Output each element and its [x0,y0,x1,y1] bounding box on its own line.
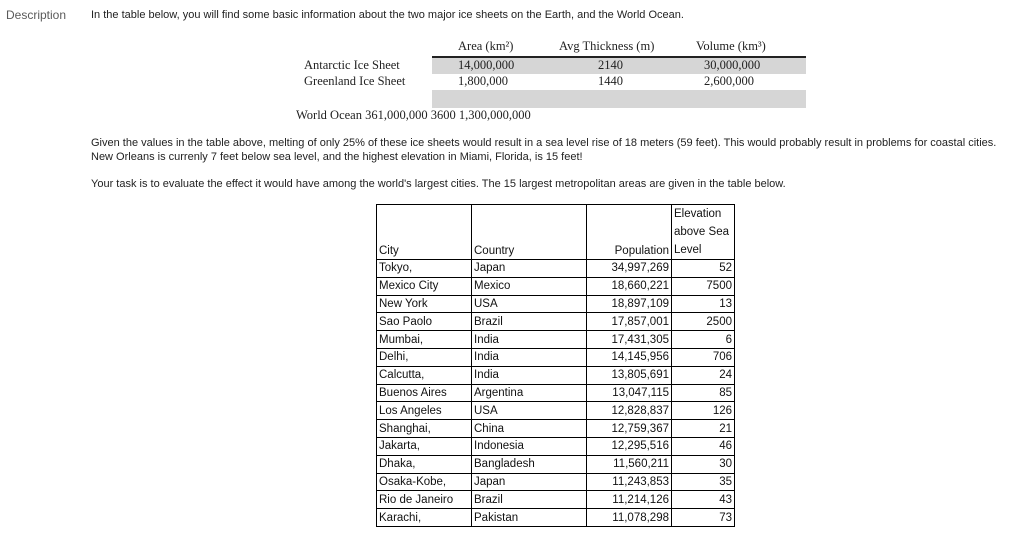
city-cell: Los Angeles [377,402,472,420]
city-cell: Delhi, [377,348,472,366]
elevation-cell: 2500 [672,313,735,331]
row-volume: 30,000,000 [704,58,761,72]
population-cell: 11,214,126 [587,491,672,509]
population-cell: 18,897,109 [587,295,672,313]
row-thickness: 1440 [598,74,623,88]
country-cell: India [472,348,587,366]
population-cell: 12,759,367 [587,420,672,438]
population-cell: 14,145,956 [587,348,672,366]
country-cell: Japan [472,260,587,278]
city-cell: Sao Paolo [377,313,472,331]
table-row [377,348,735,366]
elevation-cell: 52 [672,260,735,278]
row-name: Greenland Ice Sheet [304,74,406,88]
elevation-cell: 24 [672,366,735,384]
header-elevation-line1: Elevation [674,208,722,220]
city-cell: Dhaka, [377,455,472,473]
table-row [377,509,735,527]
country-cell: Bangladesh [472,455,587,473]
row-name: Antarctic Ice Sheet [304,58,400,72]
population-cell: 11,560,211 [587,455,672,473]
header-volume: Volume (km³) [696,39,766,53]
elevation-cell: 73 [672,509,735,527]
city-cell: Calcutta, [377,366,472,384]
city-cell: New York [377,295,472,313]
city-cell: Mumbai, [377,331,472,349]
city-cell: Karachi, [377,509,472,527]
table-row [377,402,735,420]
country-cell: China [472,420,587,438]
row-thickness: 2140 [598,58,623,72]
population-cell: 11,243,853 [587,473,672,491]
elevation-cell: 7500 [672,277,735,295]
header-thickness: Avg Thickness (m) [559,39,655,53]
header-population: Population [587,205,672,260]
population-cell: 12,295,516 [587,437,672,455]
country-cell: USA [472,295,587,313]
header-country: Country [472,205,587,260]
elevation-cell: 13 [672,295,735,313]
table-row [377,384,735,402]
table-row [377,260,735,278]
header-elevation-line3: Level [674,244,702,256]
elevation-cell: 21 [672,420,735,438]
description-label: Description [6,8,67,22]
table-row [377,437,735,455]
table-row [377,277,735,295]
city-cell: Osaka-Kobe, [377,473,472,491]
table-row [377,331,735,349]
elevation-cell: 126 [672,402,735,420]
elevation-cell: 706 [672,348,735,366]
row-name: World Ocean [296,108,362,122]
country-cell: Brazil [472,313,587,331]
city-cell: Jakarta, [377,437,472,455]
row-volume: 2,600,000 [704,74,754,88]
paragraph-task: Your task is to evaluate the effect it would have among the world's largest cities. The 15 largest metropolitan areas are given in the table below. [91,178,786,190]
table-row [377,366,735,384]
header-area: Area (km²) [458,39,514,53]
country-cell: Mexico [472,277,587,295]
elevation-cell: 30 [672,455,735,473]
header-city: City [377,205,472,260]
cities-table [376,204,735,527]
header-elevation [672,205,735,260]
ice-row-antarctic [296,58,806,74]
paragraph-sea-level: Given the values in the table above, melting of only 25% of these ice sheets would result in a sea level rise of 18 meters (59 feet). This would probably result in problems for coastal cities. New Orleans is currenly 7 feet below sea level, and the highest elevation in Miami, Florida, is 15 feet! [91,137,997,163]
elevation-cell: 43 [672,491,735,509]
country-cell: Pakistan [472,509,587,527]
elevation-cell: 35 [672,473,735,491]
row-area: 14,000,000 [458,58,515,72]
population-cell: 12,828,837 [587,402,672,420]
country-cell: India [472,366,587,384]
elevation-cell: 6 [672,331,735,349]
row-thickness: 3600 [430,108,456,122]
city-cell: Tokyo, [377,260,472,278]
population-cell: 13,805,691 [587,366,672,384]
population-cell: 17,431,305 [587,331,672,349]
table-row [377,420,735,438]
table-row [377,491,735,509]
city-cell: Rio de Janeiro [377,491,472,509]
population-cell: 18,660,221 [587,277,672,295]
country-cell: Argentina [472,384,587,402]
city-cell: Buenos Aires [377,384,472,402]
city-cell: Mexico City [377,277,472,295]
intro-text: In the table below, you will find some basic information about the two major ice sheets on the Earth, and the World Ocean. [91,9,684,21]
city-cell: Shanghai, [377,420,472,438]
header-elevation-line2: above Sea [674,226,729,238]
table-row [377,313,735,331]
ice-row-greenland [296,74,806,90]
row-volume: 1,300,000,000 [458,108,531,122]
population-cell: 17,857,001 [587,313,672,331]
table-row [377,455,735,473]
population-cell: 34,997,269 [587,260,672,278]
elevation-cell: 85 [672,384,735,402]
country-cell: Brazil [472,491,587,509]
row-area: 361,000,000 [365,108,428,122]
table-row [377,473,735,491]
elevation-cell: 46 [672,437,735,455]
country-cell: India [472,331,587,349]
ice-table-spacer [432,90,806,108]
country-cell: Indonesia [472,437,587,455]
cities-table-header [377,205,735,260]
table-row [377,295,735,313]
ice-row-world-ocean [296,108,806,124]
country-cell: Japan [472,473,587,491]
ice-table-header [432,38,806,58]
row-area: 1,800,000 [458,74,508,88]
country-cell: USA [472,402,587,420]
population-cell: 11,078,298 [587,509,672,527]
ice-sheet-table [296,38,806,124]
population-cell: 13,047,115 [587,384,672,402]
